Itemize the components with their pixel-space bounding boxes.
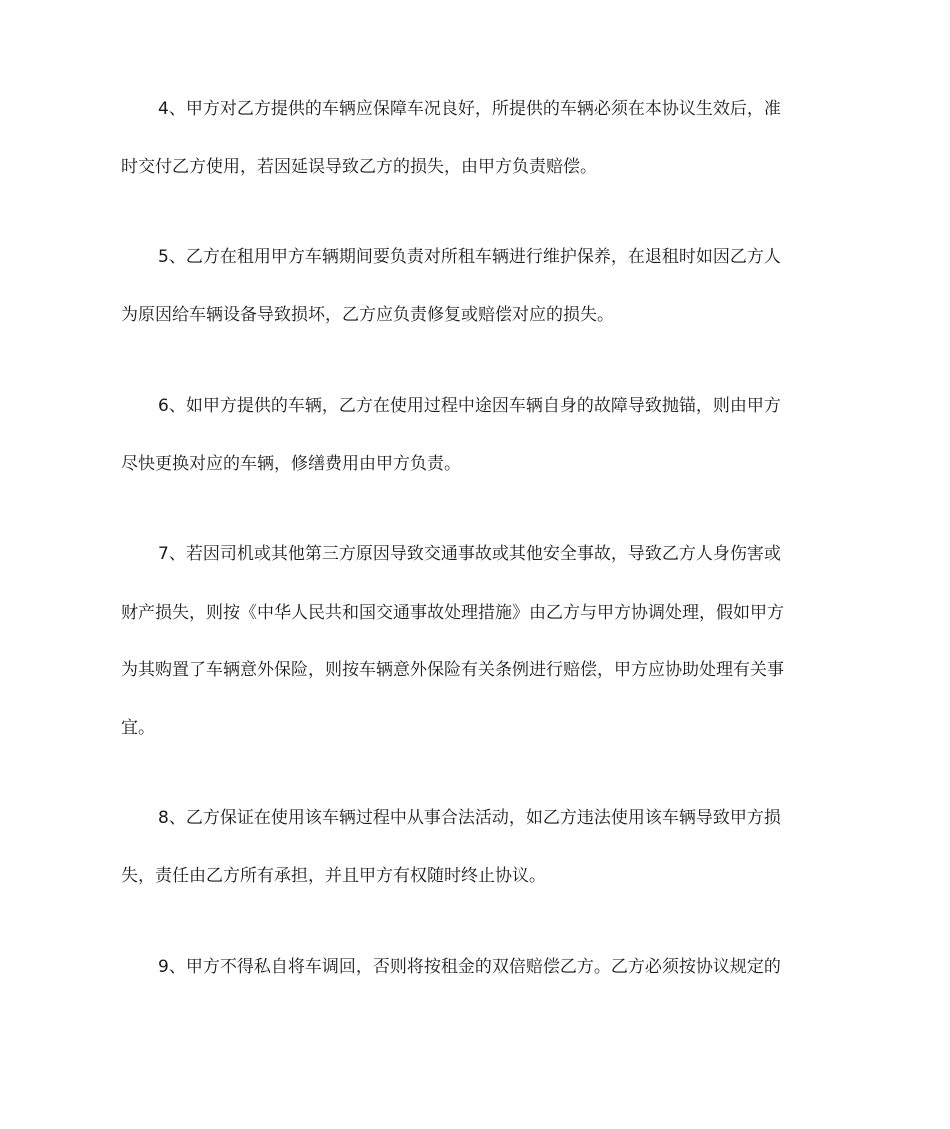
clause-7-line-4: 宜。 (121, 718, 155, 738)
clause-7-line-1: 7、若因司机或其他第三方原因导致交通事故或其他安全事故，导致乙方人身伤害或 (158, 544, 781, 564)
clause-8-line-1: 8、乙方保证在使用该车辆过程中从事合法活动，如乙方违法使用该车辆导致甲方损 (158, 808, 781, 828)
clause-4-line-1: 4、甲方对乙方提供的车辆应保障车况良好，所提供的车辆必须在本协议生效后，准 (158, 99, 781, 119)
clause-4-line-2: 时交付乙方使用，若因延误导致乙方的损失，由甲方负责赔偿。 (121, 157, 597, 177)
clause-7-line-3: 为其购置了车辆意外保险，则按车辆意外保险有关条例进行赔偿，甲方应协助处理有关事 (121, 660, 784, 680)
clause-5-line-1: 5、乙方在租用甲方车辆期间要负责对所租车辆进行维护保养，在退租时如因乙方人 (158, 247, 781, 267)
clause-6-line-2: 尽快更换对应的车辆，修缮费用由甲方负责。 (121, 454, 461, 474)
clause-7-line-2: 财产损失，则按《中华人民共和国交通事故处理措施》由乙方与甲方协调处理，假如甲方 (121, 603, 784, 623)
clause-6-line-1: 6、如甲方提供的车辆，乙方在使用过程中途因车辆自身的故障导致抛锚，则由甲方 (158, 396, 781, 416)
clause-5-line-2: 为原因给车辆设备导致损坏，乙方应负责修复或赔偿对应的损失。 (121, 305, 614, 325)
clause-9-line-1: 9、甲方不得私自将车调回，否则将按租金的双倍赔偿乙方。乙方必须按协议规定的 (158, 957, 781, 977)
clause-8-line-2: 失，责任由乙方所有承担，并且甲方有权随时终止协议。 (121, 866, 546, 886)
